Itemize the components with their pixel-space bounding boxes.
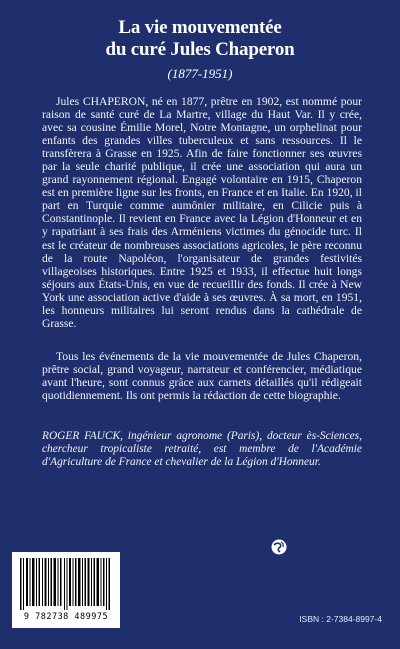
book-title-line-1: La vie mouvementée	[118, 17, 282, 38]
barcode-number: 9 782738 489975	[23, 612, 109, 622]
book-title-line-2: du curé Jules Chaperon	[105, 39, 295, 60]
globe-logo-icon	[270, 538, 288, 556]
barcode	[12, 552, 120, 628]
author-bio: ROGER FAUCK, ingénieur agronome (Paris), docteur ès-Sciences, chercheur tropicaliste retraité, est membre de l'Académie d'Agriculture de France et chevalier de la Légion d'Honneur.	[42, 430, 362, 469]
barcode-bars	[12, 552, 120, 612]
summary-paragraph-2: Tous les événements de la vie mouvementée de Jules Chaperon, prêtre social, grand voyageur, narrateur et conférencier, médiatique avant l'heure, sont connus grâce aux carnets détaillés qu'il rédigeait quotidiennement. Ils ont permis la rédaction de cette biographie.	[42, 350, 362, 403]
book-dates: (1877-1951)	[167, 66, 233, 81]
isbn-label: ISBN : 2-7384-8997-4	[299, 614, 382, 624]
summary-paragraph-1: Jules CHAPERON, né en 1877, prêtre en 1902, est nommé pour raison de santé curé de La Martre, village du Haut Var. Il y crée, avec sa cousine Émilie Morel, Notre Montagne, un orphelinat pour enfants des grandes villes tuberculeux et sans ressources. Il le transfèrera à Grasse en 1925. Afin de faire fonctionner ses œuvres par la seule charité publique, il crée une association qui aura un grand rayonnement régional. Engagé volontaire en 1915, Chaperon est en première ligne sur les fronts, en France et en Italie. En 1920, il part en Turquie comme aumônier militaire, en Cilicie puis à Constantinople. Il revient en France avec la Légion d'Honneur et en y rapatriant à ses frais des Arméniens victimes du génocide turc. Il est le créateur de nombreuses associations agricoles, le père reconnu de la route Napoléon, l'organisateur de grandes festivités villageoises historiques. Entre 1925 et 1933, il effectue huit longs séjours aux États-Unis, en vue de recueillir des fonds. Il crée à New York une association active d'aide à ses œuvres. À sa mort, en 1951, les honneurs militaires lui seront rendus dans la cathédrale de Grasse.	[42, 95, 362, 330]
